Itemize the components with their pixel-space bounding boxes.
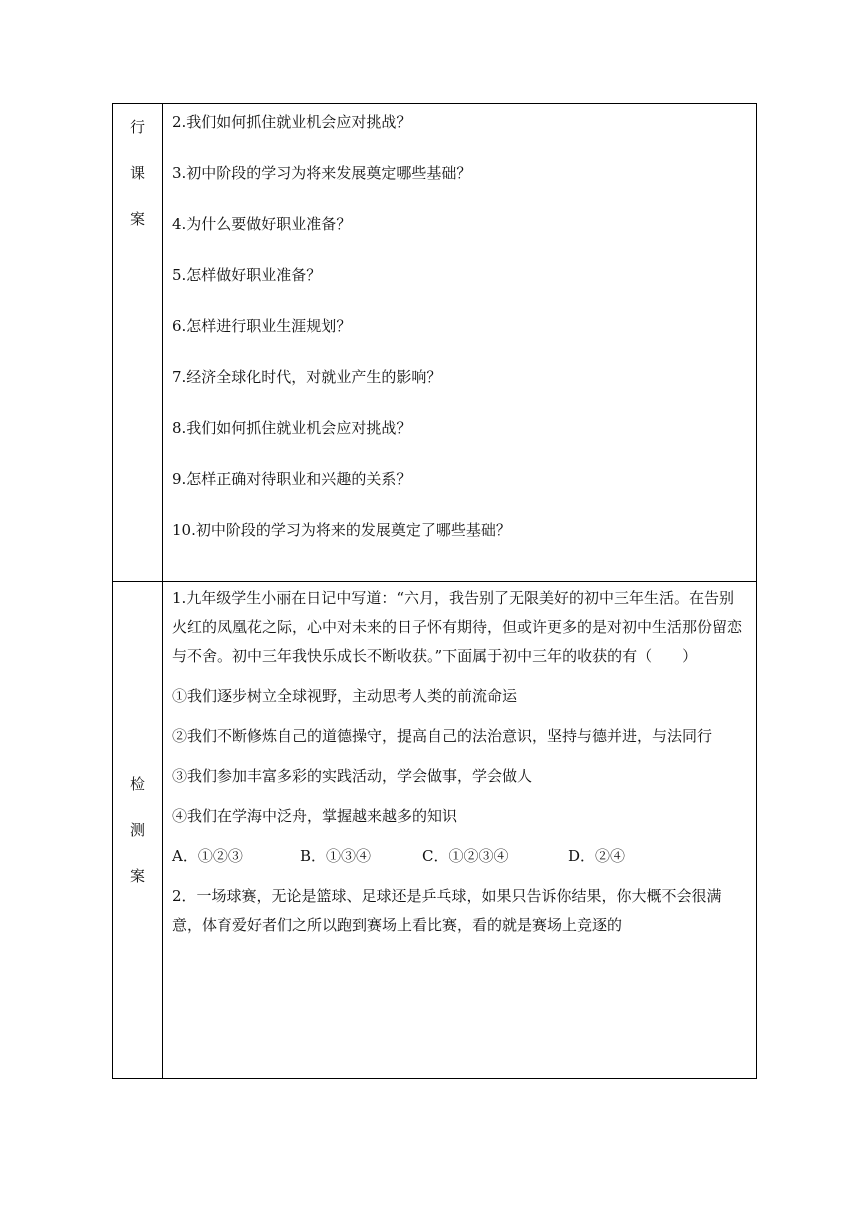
option-c: C．①②③④: [422, 847, 509, 865]
label-char: 案: [129, 867, 145, 885]
question-item: 6.怎样进行职业生涯规划？: [172, 317, 352, 335]
question-item: 5.怎样做好职业准备？: [172, 266, 322, 284]
option-b: B．①③④: [300, 847, 372, 865]
label-char: 行: [129, 118, 145, 136]
statement-item: ③我们参加丰富多彩的实践活动，学会做事，学会做人: [172, 767, 533, 785]
question-item: 7.经济全球化时代，对就业产生的影响？: [172, 368, 442, 386]
question-stem: 2．一场球赛，无论是篮球、足球还是乒乓球，如果只告诉你结果，你大概不会很满意，体育爱好者们之所以跑到赛场上看比赛，看的就是赛场上竞逐的: [172, 887, 722, 934]
lesson-plan-table: [112, 103, 757, 1079]
statement-item: ②我们不断修炼自己的道德操守，提高自己的法治意识，坚持与德并进，与法同行: [172, 727, 713, 745]
option-d: D．②④: [568, 847, 626, 865]
section-label-practice: [113, 104, 162, 242]
section-content-cell: [163, 104, 757, 582]
statement-item: ①我们逐步树立全球视野，主动思考人类的前流命运: [172, 687, 518, 705]
question-item: 2.我们如何抓住就业机会应对挑战？: [172, 113, 412, 131]
question-item: 9.怎样正确对待职业和兴趣的关系？: [172, 470, 412, 488]
section-label-test: [113, 761, 162, 899]
question-stem: 1.九年级学生小丽在日记中写道：“六月，我告别了无限美好的初中三年生活。在告别火红的凤凰花之际，心中对未来的日子怀有期待，但或许更多的是对初中生活那份留恋与不舍。初中三年我快乐成长不断收获。”下面属于初中三年的收获的有（ ）: [172, 589, 743, 665]
question-list: [163, 104, 756, 563]
question-item: 8.我们如何抓住就业机会应对挑战？: [172, 419, 412, 437]
label-char: 测: [129, 821, 145, 839]
section-label-cell: [113, 104, 163, 582]
label-char: 课: [129, 164, 145, 182]
test-questions: [163, 582, 756, 951]
label-char: 检: [129, 775, 145, 793]
option-a: A．①②③: [172, 847, 243, 865]
statement-item: ④我们在学海中泛舟，掌握越来越多的知识: [172, 807, 458, 825]
table-row-practice: [113, 104, 757, 582]
section-content-cell: [163, 582, 757, 1079]
table-row-test: [113, 582, 757, 1079]
question-item: 4.为什么要做好职业准备？: [172, 215, 352, 233]
question-item: 10.初中阶段的学习为将来的发展奠定了哪些基础？: [172, 521, 511, 539]
label-char: 案: [129, 210, 145, 228]
section-label-cell: [113, 582, 163, 1079]
question-item: 3.初中阶段的学习为将来发展奠定哪些基础？: [172, 164, 472, 182]
answer-options: [172, 842, 748, 882]
